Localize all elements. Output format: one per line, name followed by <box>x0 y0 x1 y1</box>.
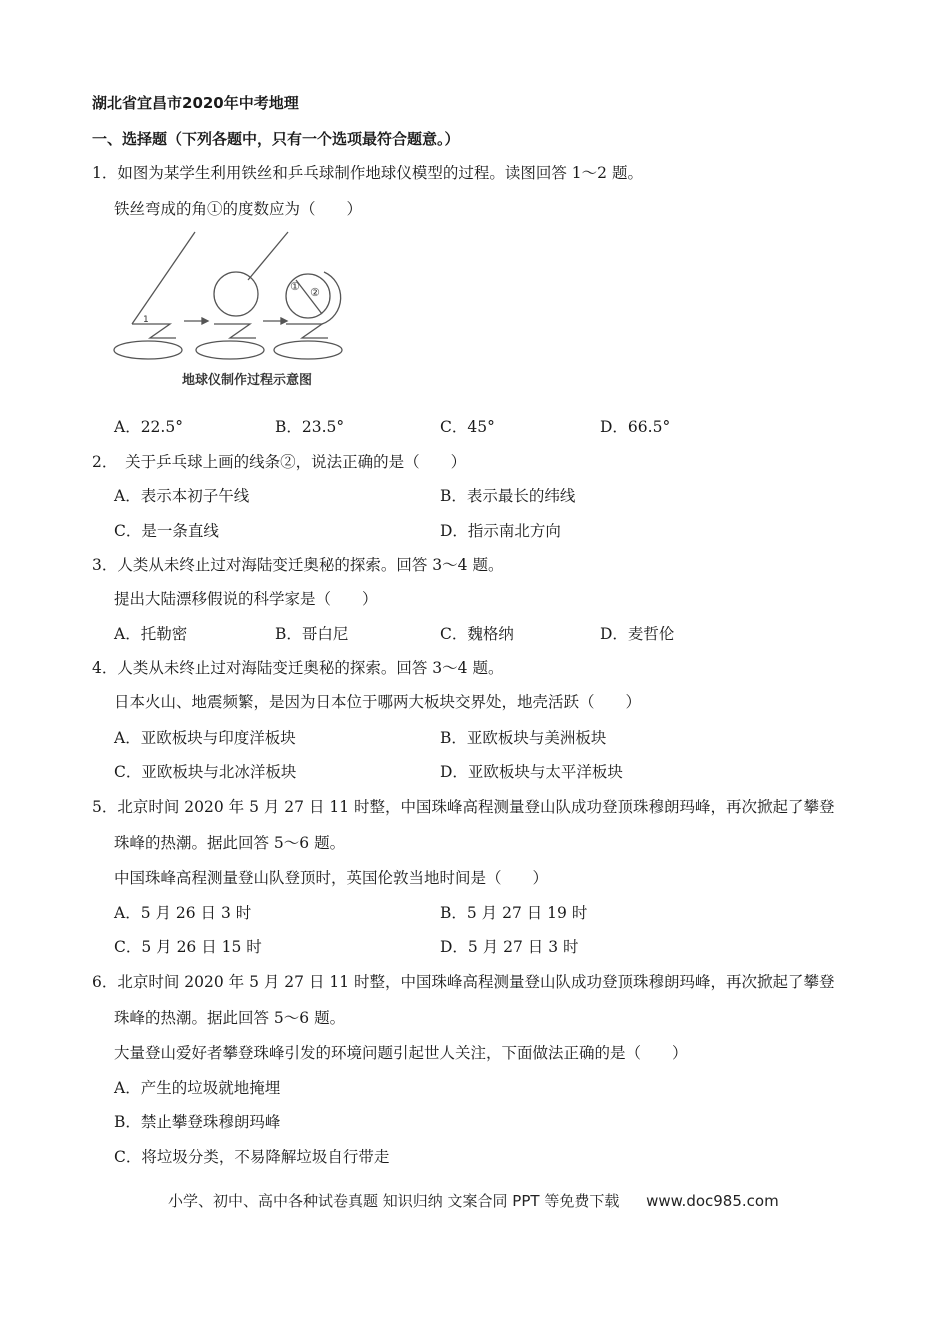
globe-making-diagram <box>110 228 370 393</box>
q2-option-a: A．表示本初子午线 <box>114 487 250 505</box>
q4-option-b: B．亚欧板块与美洲板块 <box>440 729 607 747</box>
base-plate-step2 <box>196 341 264 359</box>
arrow-1-head <box>202 318 208 324</box>
q1-option-a: A．22.5° <box>114 418 183 436</box>
question-6-stem-line2: 珠峰的热潮。据此回答 5～6 题。 <box>114 1009 346 1027</box>
question-1-stem: 1．如图为某学生利用铁丝和乒乓球制作地球仪模型的过程。读图回答 1～2 题。 <box>92 164 643 182</box>
figure-caption: 地球仪制作过程示意图 <box>182 373 313 388</box>
q3-option-c: C．魏格纳 <box>440 625 514 643</box>
q4-option-a: A．亚欧板块与印度洋板块 <box>114 729 296 747</box>
question-2-stem: 2． 关于乒乓球上画的线条②，说法正确的是（ ） <box>92 453 467 471</box>
wire-base-step2 <box>214 324 256 338</box>
globe-making-figure <box>110 228 370 393</box>
wire-base-step1 <box>132 324 176 338</box>
q3-option-d: D．麦哲伦 <box>600 625 675 643</box>
q5-option-b: B．5 月 27 日 19 时 <box>440 904 588 922</box>
line-label-circled-2: ② <box>310 286 320 299</box>
q6-option-a: A．产生的垃圾就地掩埋 <box>114 1079 281 1097</box>
question-5-stem-line1: 5．北京时间 2020 年 5 月 27 日 11 时整，中国珠峰高程测量登山队成功登顶珠穆朗玛峰，再次掀起了攀登 <box>92 798 835 816</box>
question-4-sub: 日本火山、地震频繁，是因为日本位于哪两大板块交界处，地壳活跃（ ） <box>114 693 642 711</box>
q2-option-b: B．表示最长的纬线 <box>440 487 576 505</box>
question-4-stem: 4．人类从未终止过对海陆变迁奥秘的探索。回答 3～4 题。 <box>92 659 504 677</box>
arrow-2-head <box>281 318 287 324</box>
q4-option-d: D．亚欧板块与太平洋板块 <box>440 763 623 781</box>
document-title: 湖北省宜昌市2020年中考地理 <box>92 94 299 112</box>
q4-option-c: C．亚欧板块与北冰洋板块 <box>114 763 297 781</box>
footer-text: 小学、初中、高中各种试卷真题 知识归纳 文案合同 PPT 等免费下载 <box>168 1192 620 1210</box>
meridian-ring <box>322 272 341 324</box>
angle-label-circled-1: ① <box>290 280 300 293</box>
question-6-stem-line1: 6．北京时间 2020 年 5 月 27 日 11 时整，中国珠峰高程测量登山队成功登顶珠穆朗玛峰，再次掀起了攀登 <box>92 973 835 991</box>
section-heading: 一、选择题（下列各题中，只有一个选项最符合题意。） <box>92 130 460 148</box>
q3-option-a: A．托勒密 <box>114 625 188 643</box>
wire-step1 <box>132 232 195 324</box>
q5-option-a: A．5 月 26 日 3 时 <box>114 904 252 922</box>
question-1-sub: 铁丝弯成的角①的度数应为（ ） <box>114 200 363 218</box>
question-6-sub: 大量登山爱好者攀登珠峰引发的环境问题引起世人关注，下面做法正确的是（ ） <box>114 1044 688 1062</box>
q1-option-c: C．45° <box>440 418 495 436</box>
angle-label-1: 1 <box>143 315 149 325</box>
q1-option-d: D．66.5° <box>600 418 671 436</box>
q2-option-d: D．指示南北方向 <box>440 522 561 540</box>
question-5-stem-line2: 珠峰的热潮。据此回答 5～6 题。 <box>114 834 346 852</box>
q1-option-b: B．23.5° <box>275 418 345 436</box>
q2-option-c: C．是一条直线 <box>114 522 219 540</box>
footer-site-link[interactable]: www.doc985.com <box>646 1192 779 1210</box>
q5-option-c: C．5 月 26 日 15 时 <box>114 938 262 956</box>
q6-option-c: C．将垃圾分类，不易降解垃圾自行带走 <box>114 1148 390 1166</box>
q3-option-b: B．哥白尼 <box>275 625 349 643</box>
q5-option-d: D．5 月 27 日 3 时 <box>440 938 579 956</box>
page-footer <box>168 1190 779 1212</box>
wire-step2 <box>248 232 288 280</box>
question-3-stem: 3．人类从未终止过对海陆变迁奥秘的探索。回答 3～4 题。 <box>92 556 504 574</box>
question-3-sub: 提出大陆漂移假说的科学家是（ ） <box>114 590 378 608</box>
ball-step2 <box>214 272 258 316</box>
base-plate-step1 <box>114 341 182 359</box>
wire-base-step3 <box>286 324 328 338</box>
base-plate-step3 <box>274 341 342 359</box>
question-5-sub: 中国珠峰高程测量登山队登顶时，英国伦敦当地时间是（ ） <box>114 869 549 887</box>
q6-option-b: B．禁止攀登珠穆朗玛峰 <box>114 1113 281 1131</box>
